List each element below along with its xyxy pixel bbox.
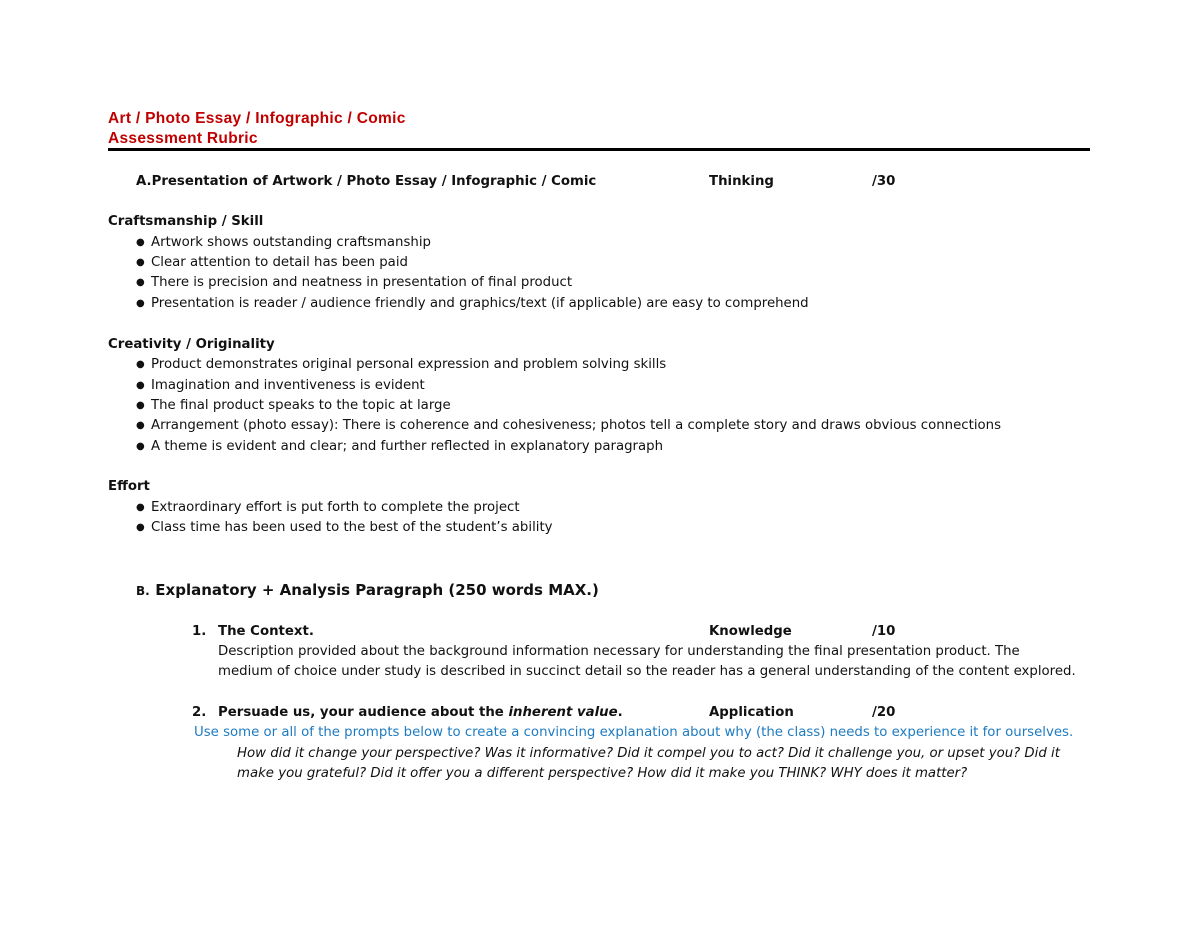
item-number: 2. [192,705,207,720]
list-item: There is precision and neatness in presentation of final product [151,275,573,290]
bullet-icon: ● [136,277,145,288]
list-item: The final product speaks to the topic at large [151,398,451,413]
list-item: Artwork shows outstanding craftsmanship [151,235,431,250]
item-description: medium of choice under study is described in succinct detail so the reader has a general understanding of the content explored. [218,664,1076,679]
item-instruction: Use some or all of the prompts below to create a convincing explanation about why (the class) needs to experience it for ourselves. [194,725,1074,740]
section-a-score: /30 [872,174,896,189]
bullet-icon: ● [136,237,145,248]
section-b-letter: B. [136,584,150,598]
section-a-category: Thinking [709,174,774,189]
item-number: 1. [192,624,207,639]
document-title: Art / Photo Essay / Infographic / Comic [108,110,406,127]
list-item: Class time has been used to the best of the student’s ability [151,520,553,535]
bullet-icon: ● [136,400,145,411]
bullet-icon: ● [136,441,145,452]
bullet-icon: ● [136,359,145,370]
list-item: Product demonstrates original personal expression and problem solving skills [151,357,667,372]
list-item: Extraordinary effort is put forth to complete the project [151,500,520,515]
header-divider [108,148,1090,151]
document-subtitle: Assessment Rubric [108,130,258,147]
list-item: Clear attention to detail has been paid [151,255,408,270]
list-item: Arrangement (photo essay): There is coherence and cohesiveness; photos tell a complete story and draws obvious connections [151,418,1002,433]
group-title-craftsmanship: Craftsmanship / Skill [108,214,264,229]
item-prompts: How did it change your perspective? Was it informative? Did it compel you to act? Did it challenge you, or upset you? Did it [237,746,1060,761]
bullet-icon: ● [136,380,145,391]
bullet-icon: ● [136,298,145,309]
list-item: Imagination and inventiveness is evident [151,378,425,393]
group-title-creativity: Creativity / Originality [108,337,275,352]
bullet-icon: ● [136,522,145,533]
list-item: Presentation is reader / audience friendly and graphics/text (if applicable) are easy to comprehend [151,296,809,311]
item-score: /10 [872,624,896,639]
section-a-heading: A.Presentation of Artwork / Photo Essay / Infographic / Comic [136,174,597,189]
list-item: A theme is evident and clear; and further reflected in explanatory paragraph [151,439,664,454]
item-category: Knowledge [709,624,792,639]
bullet-icon: ● [136,420,145,431]
item-category: Application [709,705,794,720]
bullet-icon: ● [136,502,145,513]
section-b-heading [136,580,599,599]
section-b-title: Explanatory + Analysis Paragraph (250 words MAX.) [155,581,599,599]
bullet-icon: ● [136,257,145,268]
item-title-persuade: Persuade us, your audience about the inherent value. [218,705,623,720]
item-score: /20 [872,705,896,720]
item-prompts: make you grateful? Did it offer you a different perspective? How did it make you THINK? WHY does it matter? [237,766,968,781]
item-title-context: The Context. [218,624,314,639]
group-title-effort: Effort [108,479,150,494]
item-description: Description provided about the background information necessary for understanding the final presentation product. The [218,644,1020,659]
